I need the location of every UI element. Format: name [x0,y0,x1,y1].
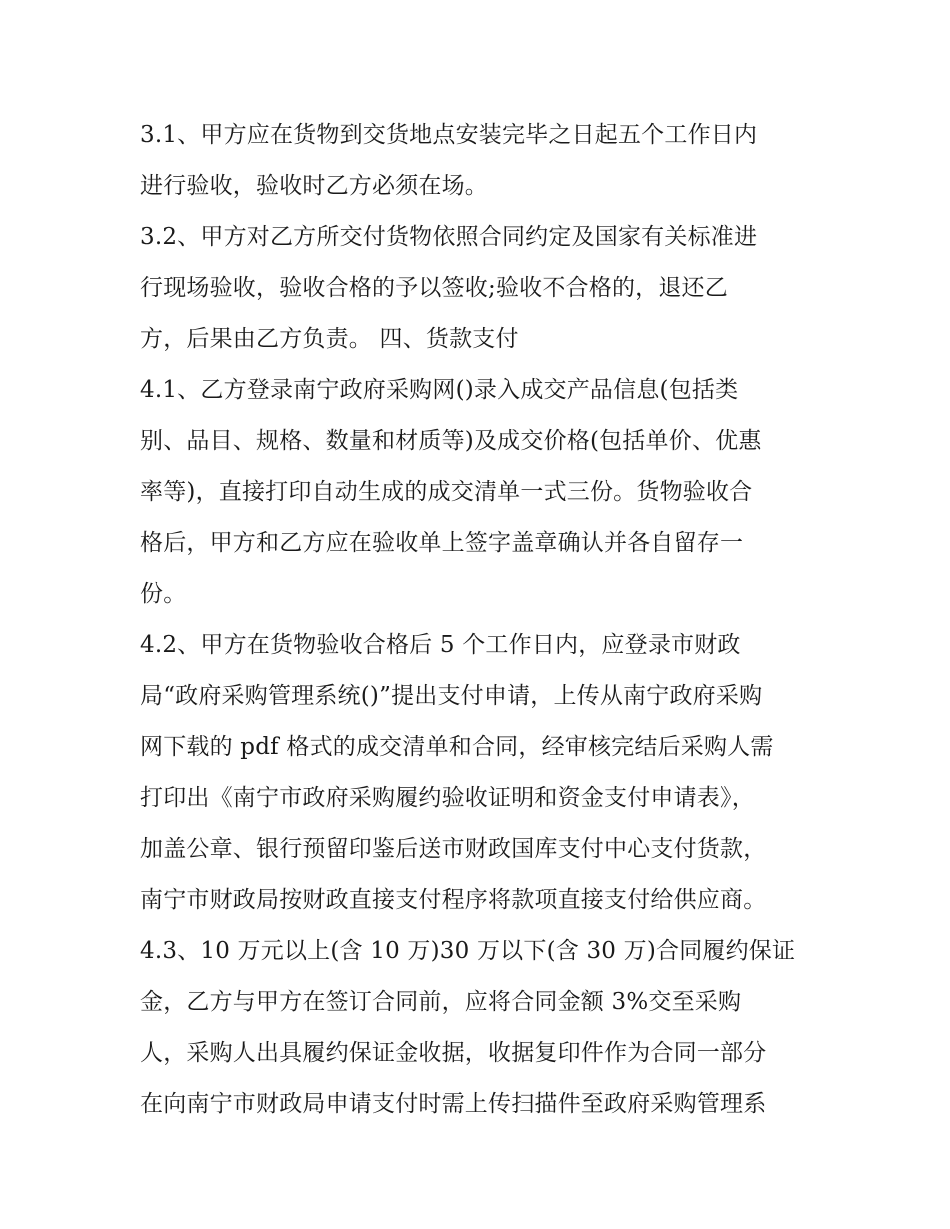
text-line: 方，后果由乙方负责。 四、货款支付 [140,326,519,352]
text-line: 人，采购人出具履约保证金收据，收据复印件作为合同一部分 [140,1040,767,1066]
document-body [140,110,820,1130]
text-line: 3.1、甲方应在货物到交货地点安装完毕之日起五个工作日内 [140,122,758,148]
text-line: 在向南宁市财政局申请支付时需上传扫描件至政府采购管理系 [140,1091,767,1117]
text-line: 4.3、10 万元以上(含 10 万)30 万以下(含 30 万)合同履约保证 [140,938,796,964]
text-line: 加盖公章、银行预留印鉴后送市财政国库支付中心支付货款， [140,836,767,862]
text-line: 局“政府采购管理系统()”提出支付申请，上传从南宁政府采购 [140,683,763,709]
text-line: 率等)，直接打印自动生成的成交清单一式三份。货物验收合 [140,479,753,505]
text-line: 份。 [140,581,187,607]
text-line: 别、品目、规格、数量和材质等)及成交价格(包括单价、优惠 [140,428,762,454]
text-line: 进行验收，验收时乙方必须在场。 [140,173,488,199]
text-line: 4.1、乙方登录南宁政府采购网()录入成交产品信息(包括类 [140,377,739,403]
text-line: 格后，甲方和乙方应在验收单上签字盖章确认并各自留存一 [140,530,744,556]
text-line: 3.2、甲方对乙方所交付货物依照合同约定及国家有关标准进 [140,224,758,250]
text-line: 4.2、甲方在货物验收合格后 5 个工作日内，应登录市财政 [140,632,741,658]
text-line: 网下载的 pdf 格式的成交清单和合同，经审核完结后采购人需 [140,734,774,760]
text-line: 行现场验收，验收合格的予以签收;验收不合格的，退还乙 [140,275,728,301]
text-line: 金，乙方与甲方在签订合同前，应将合同金额 3%交至采购 [140,989,742,1015]
text-line: 南宁市财政局按财政直接支付程序将款项直接支付给供应商。 [140,887,767,913]
text-line: 打印出《南宁市政府采购履约验收证明和资金支付申请表》， [140,785,755,811]
